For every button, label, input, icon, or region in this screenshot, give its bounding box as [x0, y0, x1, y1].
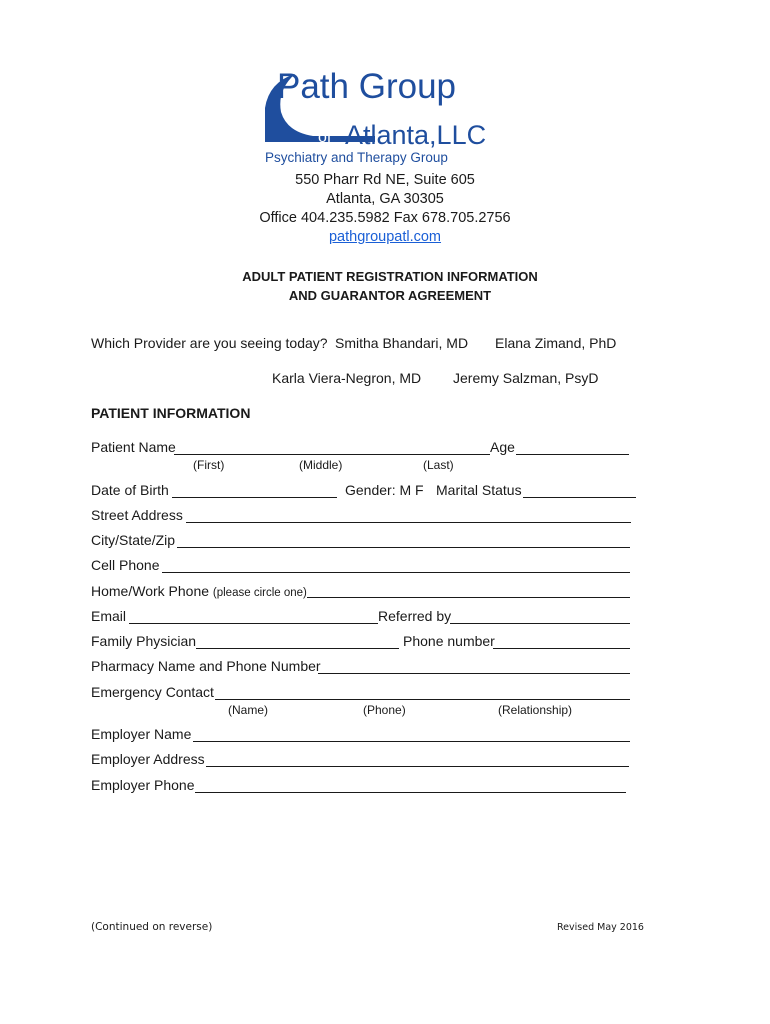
path-group-logo [255, 60, 525, 170]
address-city: Atlanta, GA 30305 [326, 191, 444, 207]
middle-sublabel: (Middle) [299, 458, 343, 472]
age-label: Age [490, 439, 515, 455]
marital-status-label: Marital Status [436, 482, 522, 498]
employer-phone-label: Employer Phone [91, 777, 195, 793]
provider-option-bhandari[interactable]: Smitha Bhandari, MD [335, 335, 469, 351]
employer-address-field[interactable] [206, 766, 629, 767]
form-title-line1: ADULT PATIENT REGISTRATION INFORMATION [242, 269, 538, 284]
dob-label: Date of Birth [91, 482, 169, 498]
logo-name-line1: Path Group [277, 67, 456, 106]
revised-date: Revised May 2016 [557, 922, 644, 933]
address-street: 550 Pharr Rd NE, Suite 605 [295, 172, 475, 188]
referred-by-field[interactable] [450, 623, 630, 624]
email-label: Email [91, 608, 127, 624]
physician-phone-label: Phone number [403, 633, 495, 649]
pharmacy-field[interactable] [318, 673, 630, 674]
form-title-line2: AND GUARANTOR AGREEMENT [288, 288, 492, 303]
emergency-relationship-sublabel: (Relationship) [498, 703, 573, 717]
provider-option-viera-negron[interactable]: Karla Viera-Negron, MD [272, 370, 422, 386]
continued-note: (Continued on reverse) [91, 921, 213, 933]
home-work-phone-field[interactable] [307, 597, 630, 598]
provider-option-zimand[interactable]: Elana Zimand, PhD [495, 335, 617, 351]
logo-name-line2: Atlanta,LLC [345, 120, 487, 150]
cell-phone-field[interactable] [162, 572, 630, 573]
street-address-field[interactable] [186, 522, 631, 523]
city-state-zip-field[interactable] [177, 547, 630, 548]
provider-question: Which Provider are you seeing today? [91, 335, 328, 351]
employer-name-label: Employer Name [91, 726, 192, 742]
referred-by-label: Referred by [378, 608, 452, 624]
employer-address-label: Employer Address [91, 751, 205, 767]
physician-phone-field[interactable] [493, 648, 630, 649]
patient-name-label: Patient Name [91, 439, 176, 455]
emergency-contact-field[interactable] [215, 699, 630, 700]
emergency-phone-sublabel: (Phone) [363, 703, 406, 717]
address-phone-fax: Office 404.235.5982 Fax 678.705.2756 [259, 210, 511, 226]
patient-name-field[interactable] [174, 454, 490, 455]
last-sublabel: (Last) [423, 458, 454, 472]
dob-field[interactable] [172, 497, 337, 498]
age-field[interactable] [516, 454, 629, 455]
circle-one-note: (please circle one) [212, 587, 307, 599]
street-address-label: Street Address [91, 507, 183, 523]
home-work-phone-label: Home/Work Phone (please circle one) [91, 583, 307, 599]
employer-name-field[interactable] [193, 741, 630, 742]
gender-label[interactable]: Gender: M F [345, 482, 424, 498]
provider-option-salzman[interactable]: Jeremy Salzman, PsyD [453, 370, 599, 386]
marital-status-field[interactable] [523, 497, 636, 498]
employer-phone-field[interactable] [195, 792, 626, 793]
emergency-contact-label: Emergency Contact [91, 684, 214, 700]
email-field[interactable] [129, 623, 378, 624]
first-sublabel: (First) [193, 458, 225, 472]
website-link[interactable]: pathgroupatl.com [328, 229, 442, 245]
emergency-name-sublabel: (Name) [228, 703, 269, 717]
family-physician-field[interactable] [196, 648, 399, 649]
logo-tagline: Psychiatry and Therapy Group [265, 150, 448, 165]
city-state-zip-label: City/State/Zip [91, 532, 176, 548]
family-physician-label: Family Physician [91, 633, 197, 649]
pharmacy-label: Pharmacy Name and Phone Number [91, 658, 321, 674]
logo-of: of [318, 129, 332, 146]
cell-phone-label: Cell Phone [91, 557, 160, 573]
patient-info-heading: PATIENT INFORMATION [91, 405, 251, 421]
